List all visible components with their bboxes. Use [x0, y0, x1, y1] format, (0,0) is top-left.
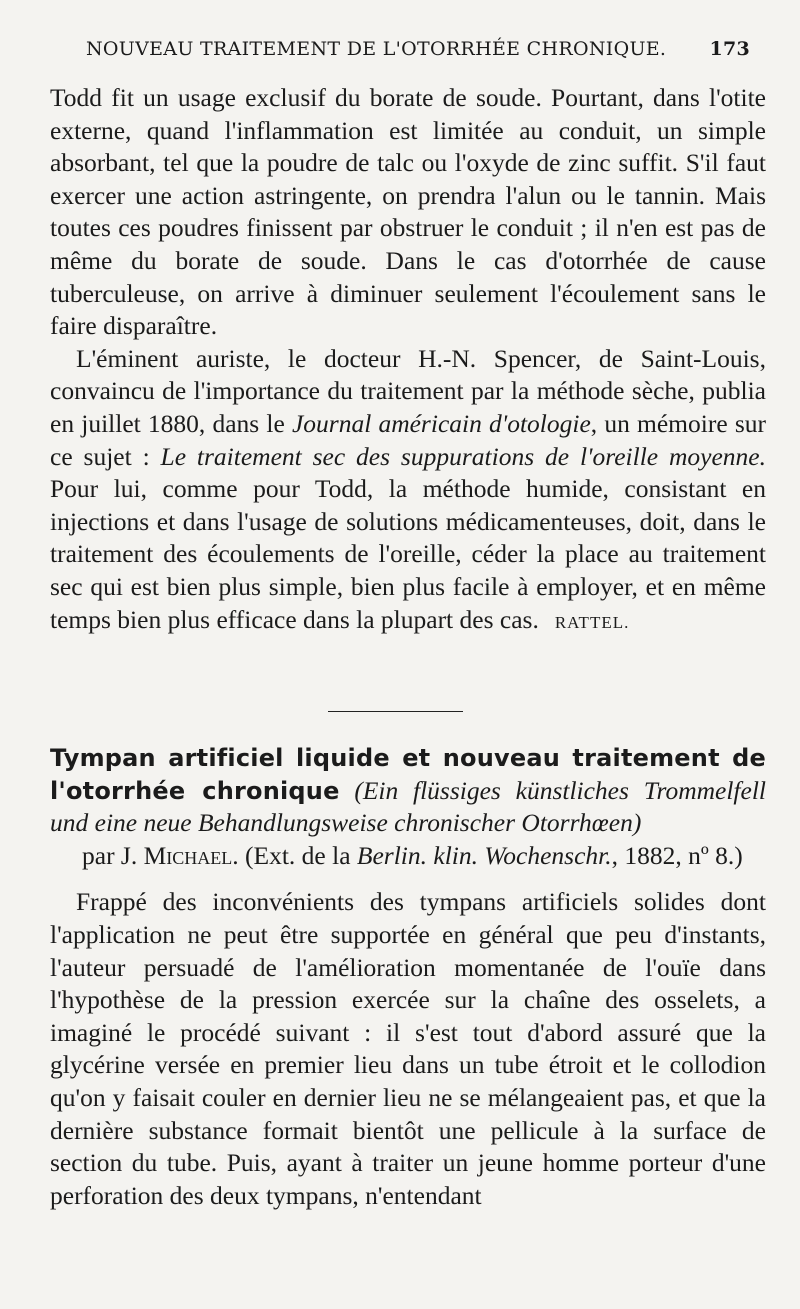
page-number: 173 [709, 38, 750, 60]
review-section [50, 742, 766, 1212]
paragraph-2-rest: Pour lui, comme pour Todd, la méthode humide, consistant en injections et dans l'usage de solutions médicamenteuses, doit, dans le traitement des écoulements de l'oreille, céder la place au traitement sec qui est bien plus simple, bien plus facile à employer, et en même temps bien plus efficace dans la plupart des cas. [50, 474, 766, 634]
byline-par: par J. [82, 840, 144, 870]
paragraph-1: Todd fit un usage exclusif du borate de soude. Pourtant, dans l'otite externe, quand l'inflammation est limitée au conduit, un simple absorbant, tel que la poudre de talc ou l'oxyde de zinc suffit. S'il faut exercer une action astringente, on prendra l'alun ou le tannin. Mais toutes ces poudres finissent par obstruer le conduit ; il n'en est pas de même du borate de soude. Dans le cas d'otorrhée de cause tuberculeuse, on arrive à diminuer seulement l'écoulement sans le faire disparaître. [50, 83, 766, 341]
byline-rest: . (Ext. de la [232, 840, 357, 870]
citation-end: , 1882, nº 8.) [611, 840, 743, 870]
section-divider [328, 711, 463, 712]
paragraph-3: Frappé des inconvénients des tympans artificiels solides dont l'application ne peut être supportée en général que peu d'instants, l'auteur persuadé de l'amélioration momentanée de l'ouïe dans l'hypothèse de la pression exercée sur la chaîne des osselets, a imaginé le procédé suivant : il s'est tout d'abord assuré que la glycérine versée en premier lieu dans un tube étroit et le collodion qu'on y faisait couler en dernier lieu ne se mélangeaient pas, et que la dernière substance formait bientôt une pellicule à la surface de section du tube. Puis, ayant à traiter un jeune homme porteur d'une perforation des deux tympans, n'entendant [50, 887, 766, 1210]
source-journal: Berlin. klin. Wochenschr. [356, 840, 612, 870]
paragraph-2-intro: L'éminent auriste, le docteur H.-N. Spencer, de Saint-Louis, convaincu de l'importance du traitement par la méthode sèche, publia en juillet 1880, dans le [50, 343, 766, 438]
paragraph-2-mid: , un mémoire sur ce sujet : [50, 408, 766, 471]
paragraph-2 [50, 343, 766, 639]
running-header [86, 38, 750, 60]
body-text [50, 82, 766, 639]
german-title: (Ein flüssiges künstliches Trommelfell und eine neue Behandlungsweise chronischer Otorrhœen) [50, 775, 766, 838]
byline [50, 840, 766, 873]
signature: RATTEL. [554, 612, 630, 632]
section-title: Tympan artificiel liquide et nouveau traitement de l'otorrhée chronique [50, 744, 766, 805]
article-title: Le traitement sec des suppurations de l'oreille moyenne. [160, 441, 766, 471]
journal-title: Journal américain d'otologie [291, 408, 591, 438]
running-title: NOUVEAU TRAITEMENT DE L'OTORRHÉE CHRONIQUE. [86, 38, 667, 60]
section-heading [50, 742, 766, 840]
author-name: Michael [143, 840, 233, 870]
